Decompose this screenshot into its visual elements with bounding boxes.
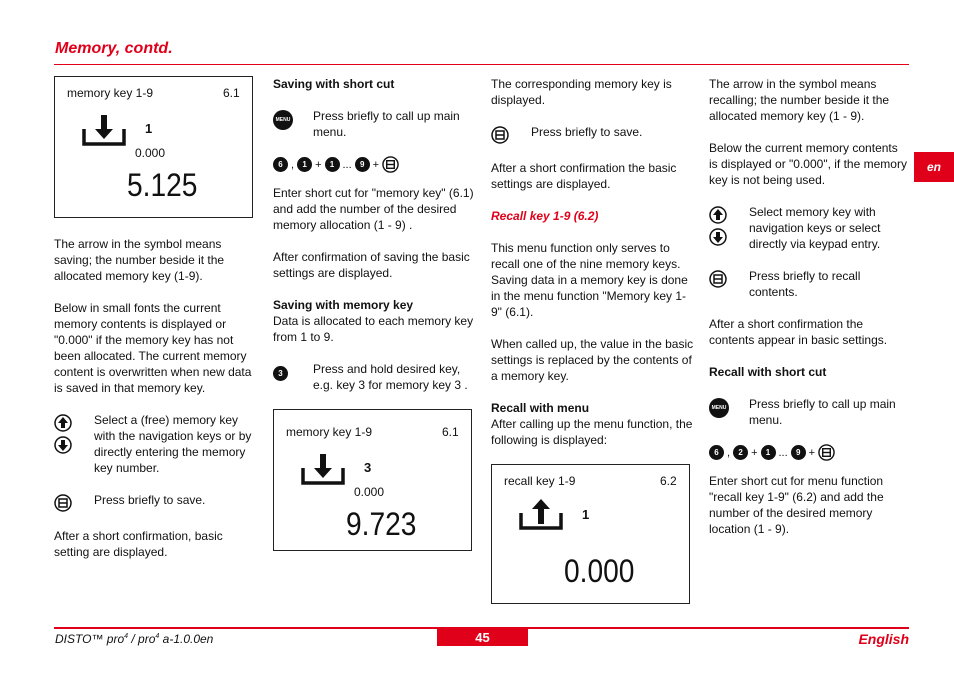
paragraph: Below the current memory contents is displayed or "0.000", if the memory key is not being used. [709,141,907,187]
recall-display [491,464,690,604]
display-big-value: 0.000 [564,553,635,589]
save-key-icon[interactable] [709,270,727,288]
column-2 [273,76,478,551]
page-number: 45 [437,629,528,646]
step-text: Press briefly to save. [531,125,643,139]
navigation-up-key-icon[interactable] [54,414,72,432]
paragraph: After calling up the menu function, the following is displayed: [491,417,693,447]
footer-superscript: 4 [124,633,129,640]
key-1-icon[interactable]: 1 [761,445,776,460]
display-key-number: 3 [364,460,372,475]
key-6-icon[interactable]: 6 [273,157,288,172]
save-key-icon[interactable] [818,444,835,461]
column-3 [491,76,696,604]
recall-arrow-icon [518,497,564,531]
footer-version: a-1.0.0en [159,632,214,646]
step-select-key [709,204,909,252]
display-big-value: 5.125 [127,167,198,203]
step-menu [709,396,909,428]
display-label: memory key 1-9 [67,86,154,100]
display-small-value: 0.000 [354,485,385,499]
paragraph: This menu function only serves to recall one of the nine memory keys. Saving data in a memory key is done in the menu function "Memory key 1-9" (6.1). [491,241,688,319]
footer-language: English [858,631,909,647]
key-6-icon[interactable]: 6 [709,445,724,460]
sequence-separator: , [291,158,295,171]
save-display [54,76,253,218]
paragraph: The corresponding memory key is displayed. [491,77,672,107]
section-subheading: Recall key 1-9 (6.2) [491,209,599,223]
sequence-plus: + [315,158,322,171]
sequence-dots: ... [342,158,352,171]
step-hold-key [273,361,478,393]
menu-key-icon[interactable]: MENU [273,110,293,130]
display-code: 6.2 [660,474,677,488]
save-arrow-icon [300,452,346,486]
step-text: Select memory key with navigation keys or select directly via keypad entry. [749,205,881,251]
step-text: Press and hold desired key, e.g. key 3 for memory key 3 . [313,362,468,392]
key-1-icon[interactable]: 1 [325,157,340,172]
save-display [273,409,472,551]
sequence-plus: + [751,446,758,459]
section-heading: Saving with short cut [273,77,395,91]
paragraph: Below in small fonts the current memory contents is displayed or "0.000" if the memory key has not been allocated. The current memory content is overwritten when new data is saved in that memory key. [54,301,252,395]
header-divider [54,64,909,65]
save-key-icon[interactable] [54,494,72,512]
save-key-icon[interactable] [382,156,399,173]
step-save [54,492,259,512]
step-menu [273,108,478,140]
column-4 [709,76,909,553]
paragraph: After a short confirmation the contents appear in basic settings. [709,317,888,347]
key-3-icon[interactable]: 3 [273,366,288,381]
footer-model-name: DISTO™ pro [55,632,125,646]
display-big-value: 9.723 [346,506,417,542]
paragraph: After a short confirmation the basic settings are displayed. [491,161,677,191]
footer-model-separator: / pro [128,632,156,646]
step-text: Press briefly to call up main menu. [749,397,896,427]
display-key-number: 1 [145,121,153,136]
display-key-number: 1 [582,507,590,522]
step-save [491,124,696,144]
step-text: Press briefly to call up main menu. [313,109,460,139]
step-select-key [54,412,259,476]
paragraph: When called up, the value in the basic settings is replaced by the contents of a memory key. [491,337,694,383]
navigation-down-key-icon[interactable] [709,228,727,246]
display-code: 6.1 [223,86,240,100]
section-heading: Recall with menu [491,401,590,415]
step-text: Press briefly to save. [94,493,206,507]
display-label: memory key 1-9 [286,425,373,439]
sequence-plus: + [372,158,380,171]
menu-key-icon[interactable]: MENU [709,398,729,418]
shortcut-sequence [709,444,909,461]
paragraph: After confirmation of saving the basic settings are displayed. [273,250,470,280]
shortcut-sequence [273,156,478,173]
step-text: Press briefly to recall contents. [749,269,861,299]
save-key-icon[interactable] [491,126,509,144]
column-1 [54,76,259,576]
section-heading: Saving with memory key [273,298,414,312]
footer-superscript: 4 [155,633,160,640]
paragraph: Enter short cut for "memory key" (6.1) and add the number of the desired memory allocation (1 - 9) . [273,186,474,232]
step-text: Select a (free) memory key with the navigation keys or by directly entering the memory key number. [94,413,252,475]
key-1-icon[interactable]: 1 [297,157,312,172]
paragraph: The arrow in the symbol means saving; the number beside it the allocated memory key (1-9). [54,237,225,283]
page-title: Memory, contd. [55,40,173,57]
sequence-plus: + [808,446,816,459]
language-tab[interactable]: en [914,152,954,182]
sequence-separator: , [727,446,731,459]
sequence-dots: ... [778,446,788,459]
step-recall [709,268,909,300]
paragraph: The arrow in the symbol means recalling; the number beside it the allocated memory key (1 - 9). [709,77,890,123]
section-heading: Recall with short cut [709,365,827,379]
key-2-icon[interactable]: 2 [733,445,748,460]
display-code: 6.1 [442,425,459,439]
paragraph: Enter short cut for menu function "recall key 1-9" (6.2) and add the number of the desired memory location (1 - 9). [709,474,884,536]
footer-model [55,632,213,646]
navigation-up-key-icon[interactable] [709,206,727,224]
key-9-icon[interactable]: 9 [355,157,370,172]
save-arrow-icon [81,113,127,147]
display-label: recall key 1-9 [504,474,576,488]
paragraph: After a short confirmation, basic setting are displayed. [54,529,223,559]
display-small-value: 0.000 [135,146,166,160]
key-9-icon[interactable]: 9 [791,445,806,460]
paragraph: Data is allocated to each memory key from 1 to 9. [273,314,474,344]
navigation-down-key-icon[interactable] [54,436,72,454]
